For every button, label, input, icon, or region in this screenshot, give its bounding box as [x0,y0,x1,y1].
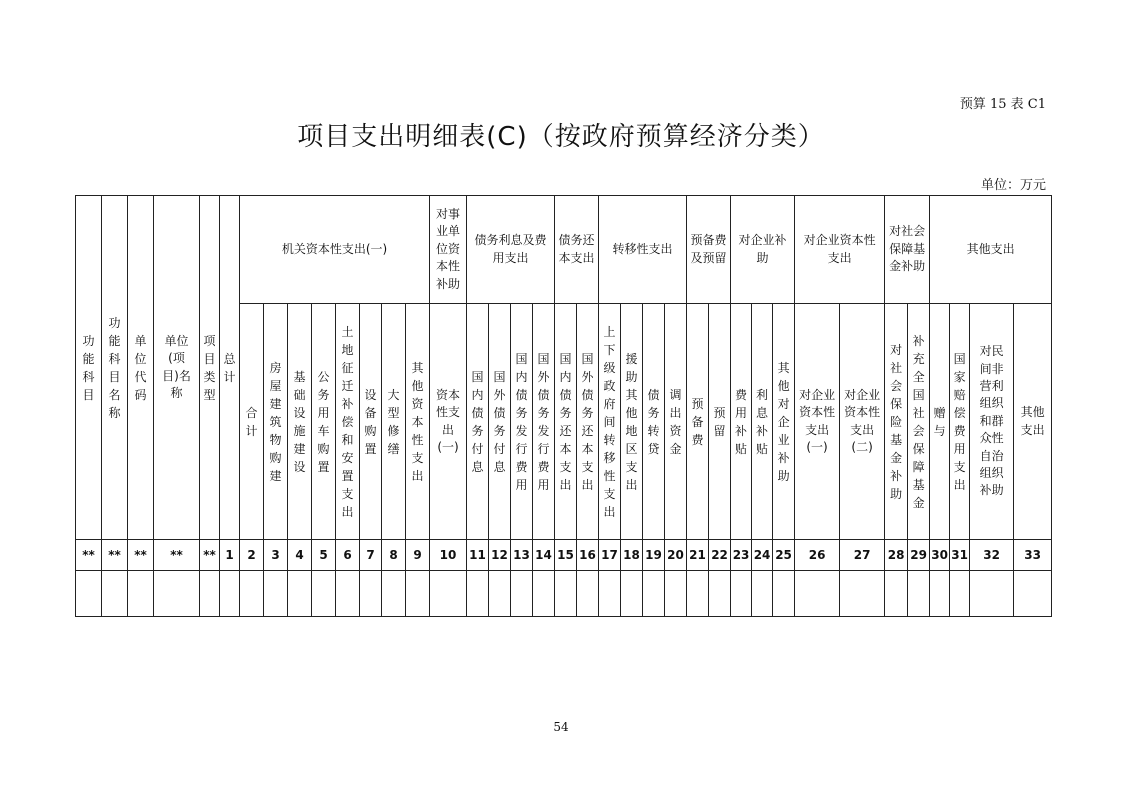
column-index-cell: ** [128,540,154,571]
column-index-cell: 20 [665,540,687,571]
sub-header-cell: 对社会保险基金补助 [885,304,908,540]
sub-header-cell: 对企业资本性支出(一) [795,304,840,540]
data-cell [840,571,885,617]
data-cell [220,571,240,617]
column-index-cell: 18 [621,540,643,571]
sub-header-cell: 公务用车购置 [312,304,336,540]
data-cell [1014,571,1052,617]
sub-header-cell: 其他资本性支出 [406,304,430,540]
data-cell [102,571,128,617]
sub-header-cell: 对企业资本性支出(二) [840,304,885,540]
data-cell [599,571,621,617]
sub-header-cell: 国外债务发行费用 [533,304,555,540]
unit-label: 单位：万元 [980,178,1046,193]
header-function-subject-name: 功能科目名称 [102,196,128,540]
header-function-subject: 功能科目 [76,196,102,540]
group-enterprise-subsidy: 对企业补助 [731,196,795,304]
data-cell [76,571,102,617]
group-debt-principal: 债务还本支出 [555,196,599,304]
column-index-cell: 23 [731,540,752,571]
data-cell [128,571,154,617]
group-reserve-fund: 预备费及预留 [687,196,731,304]
sub-header-cell: 设备购置 [360,304,382,540]
header-unit-code: 单位代码 [128,196,154,540]
sub-header-cell: 房屋建筑物购建 [264,304,288,540]
data-cell [264,571,288,617]
column-index-cell: 30 [930,540,950,571]
data-cell [360,571,382,617]
column-index-cell: 9 [406,540,430,571]
data-cell [795,571,840,617]
column-index-cell: 13 [511,540,533,571]
data-cell [312,571,336,617]
column-index-cell: 1 [220,540,240,571]
sub-header-cell: 预备费 [687,304,709,540]
column-index-cell: 25 [773,540,795,571]
expenditure-table [75,195,1052,617]
column-index-cell: 5 [312,540,336,571]
column-index-cell: 10 [430,540,467,571]
column-index-cell: ** [76,540,102,571]
sub-header-cell: 国内债务付息 [467,304,489,540]
data-cell [885,571,908,617]
sub-header-cell: 上下级政府间转移性支出 [599,304,621,540]
data-cell [511,571,533,617]
column-index-cell: 32 [970,540,1014,571]
data-cell [154,571,200,617]
sub-header-cell: 费用补贴 [731,304,752,540]
column-index-cell: 24 [752,540,773,571]
data-cell [240,571,264,617]
sub-header-cell: 预留 [709,304,731,540]
column-index-cell: 33 [1014,540,1052,571]
column-index-cell: 12 [489,540,511,571]
sub-header-cell: 赠与 [930,304,950,540]
sub-header-cell: 调出资金 [665,304,687,540]
data-cell [950,571,970,617]
sub-header-cell: 国外债务付息 [489,304,511,540]
form-code: 预算 15 表 C1 [959,97,1046,112]
sub-header-cell: 合计 [240,304,264,540]
column-index-cell: 14 [533,540,555,571]
sub-header-cell: 国家赔偿费用支出 [950,304,970,540]
column-index-cell: 27 [840,540,885,571]
column-index-cell: 2 [240,540,264,571]
group-transfer-expenditure: 转移性支出 [599,196,687,304]
column-index-cell: 4 [288,540,312,571]
column-index-cell: ** [200,540,220,571]
sub-header-cell: 国内债务还本支出 [555,304,577,540]
sub-header-cell: 资本性支出(一) [430,304,467,540]
data-cell [621,571,643,617]
data-cell [908,571,930,617]
sub-header-cell: 利息补贴 [752,304,773,540]
data-cell [930,571,950,617]
sub-header-cell: 国内债务发行费用 [511,304,533,540]
sub-header-cell: 大型修缮 [382,304,406,540]
column-index-cell: 21 [687,540,709,571]
sub-header-cell: 补充全国社会保障基金 [908,304,930,540]
data-cell [533,571,555,617]
column-index-cell: 11 [467,540,489,571]
column-index-cell: 3 [264,540,288,571]
header-total: 总计 [220,196,240,540]
group-other-expenditure: 其他支出 [930,196,1052,304]
empty-data-row [76,571,1052,617]
group-social-security-subsidy: 对社会保障基金补助 [885,196,930,304]
data-cell [970,571,1014,617]
sub-header-cell: 基础设施建设 [288,304,312,540]
group-institution-capital-subsidy: 对事业单位资本性补助 [430,196,467,304]
data-cell [643,571,665,617]
data-cell [577,571,599,617]
group-debt-interest: 债务利息及费用支出 [467,196,555,304]
sub-header-cell: 援助其他地区支出 [621,304,643,540]
data-cell [288,571,312,617]
data-cell [336,571,360,617]
group-header-row [76,196,1052,304]
group-enterprise-capital: 对企业资本性支出 [795,196,885,304]
data-cell [430,571,467,617]
column-index-cell: 7 [360,540,382,571]
header-project-type: 项目类型 [200,196,220,540]
data-cell [489,571,511,617]
data-cell [773,571,795,617]
column-index-row [76,540,1052,571]
data-cell [665,571,687,617]
data-cell [709,571,731,617]
sub-header-cell: 债务转贷 [643,304,665,540]
sub-header-cell: 土地征迁补偿和安置支出 [336,304,360,540]
data-cell [200,571,220,617]
sub-header-cell: 其他支出 [1014,304,1052,540]
data-cell [406,571,430,617]
sub-header-cell: 其他对企业补助 [773,304,795,540]
header-unit-name: 单位(项目)名称 [154,196,200,540]
page-number: 54 [553,720,569,734]
data-cell [752,571,773,617]
column-index-cell: 31 [950,540,970,571]
data-cell [555,571,577,617]
sub-header-cell: 国外债务还本支出 [577,304,599,540]
data-cell [382,571,406,617]
column-index-cell: 16 [577,540,599,571]
sub-header-cell: 对民间非营利组织和群众性自治组织补助 [970,304,1014,540]
column-index-cell: 8 [382,540,406,571]
data-cell [687,571,709,617]
column-index-cell: 15 [555,540,577,571]
column-index-cell: 26 [795,540,840,571]
group-capital-expenditure-1: 机关资本性支出(一) [240,196,430,304]
column-index-cell: 22 [709,540,731,571]
column-index-cell: 28 [885,540,908,571]
column-index-cell: 6 [336,540,360,571]
column-index-cell: 19 [643,540,665,571]
data-cell [467,571,489,617]
column-index-cell: 17 [599,540,621,571]
data-cell [731,571,752,617]
page-title: 项目支出明细表(C)（按政府预算经济分类） [297,122,825,152]
column-index-cell: ** [102,540,128,571]
column-index-cell: 29 [908,540,930,571]
column-index-cell: ** [154,540,200,571]
